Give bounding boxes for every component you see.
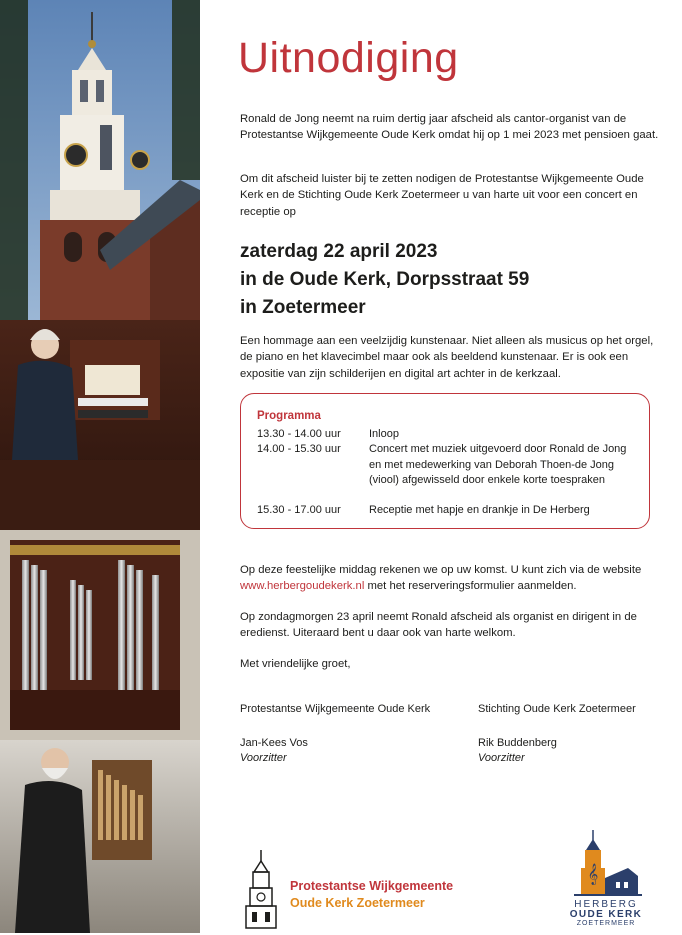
- programma-description: Receptie met hapje en drankje in De Herberg: [369, 504, 590, 516]
- logo-right-line3: ZOETERMEER: [576, 920, 636, 927]
- event-details: [240, 238, 529, 322]
- programma-time: 15.30 - 17.00 uur: [257, 504, 341, 516]
- closing-text-after: met het reserveringsformulier aanmelden.: [364, 580, 577, 593]
- event-location: in de Oude Kerk, Dorpsstraat 59: [240, 269, 530, 290]
- page-title: Uitnodiging: [238, 34, 459, 82]
- signature-name: Jan-Kees Vos: [240, 736, 308, 749]
- logo-left-text: [290, 878, 453, 912]
- programma-description: Concert met muziek uitgevoerd door Ronald de Jong en met medewerking van Deborah Thoen-de Jong (viool) afgewisseld door enkele korte toespraken: [369, 443, 627, 486]
- closing-text-before: Op deze feestelijke middag rekenen we op uw komst. U kunt zich via de website: [240, 564, 642, 576]
- hommage-paragraph: Een hommage aan een veelzijdig kunstenaar. Niet alleen als musicus op het orgel, de piano en het klavecimbel maar ook als beeldend kunstenaar. Er is ook een expositie van zijn schilderijen en digital art achter in de kerkzaal.: [240, 335, 654, 380]
- logo-right-text: [566, 900, 646, 929]
- event-city: in Zoetermeer: [240, 297, 366, 318]
- programma-time: 13.30 - 14.00 uur: [257, 428, 341, 440]
- logo-right-line2: OUDE KERK: [569, 908, 643, 920]
- closing-paragraph-2: Op zondagmorgen 23 april neemt Ronald afscheid als organist en dirigent in de eredienst. Uiteraard bent u daar ook van harte welkom.: [240, 611, 637, 640]
- signature-organization: Stichting Oude Kerk Zoetermeer: [478, 703, 636, 715]
- logo-right-line1: HERBERG: [574, 899, 638, 910]
- intro-paragraph-1: Ronald de Jong neemt na ruim dertig jaar afscheid als cantor-organist van de Protestantse Wijkgemeente Oude Kerk omdat hij op 1 mei 2023 met pensioen gaat.: [240, 113, 659, 142]
- signature-role: Voorzitter: [240, 752, 287, 764]
- signature-right: [478, 702, 636, 767]
- programma-time: 14.00 - 15.30 uur: [257, 443, 341, 455]
- church-tower-icon: [240, 848, 282, 930]
- signature-left: [240, 702, 430, 767]
- programma-description: Inloop: [369, 428, 399, 440]
- programma-box: [240, 393, 650, 529]
- herberg-tower-icon: [566, 828, 646, 898]
- greeting: Met vriendelijke groet,: [240, 658, 351, 670]
- signature-name: Rik Buddenberg: [478, 736, 557, 749]
- intro-paragraph-2: Om dit afscheid luister bij te zetten nodigen de Protestantse Wijkgemeente Oude Kerk en de Stichting Oude Kerk Zoetermeer u van harte uit voor een concert en receptie op: [240, 173, 644, 218]
- programma-title: Programma: [257, 410, 321, 422]
- logo-left-line2: Oude Kerk Zoetermeer: [290, 896, 425, 910]
- svg-text:𝄞: 𝄞: [587, 864, 599, 885]
- signature-organization: Protestantse Wijkgemeente Oude Kerk: [240, 703, 431, 715]
- logo-protestantse-wijkgemeente: [240, 848, 480, 930]
- logo-left-line1: Protestantse Wijkgemeente: [290, 879, 454, 893]
- logo-herberg-oude-kerk: [566, 828, 646, 932]
- closing-paragraph-1: [240, 562, 660, 595]
- signature-role: Voorzitter: [478, 752, 525, 764]
- event-date: zaterdag 22 april 2023: [240, 241, 438, 262]
- website-link[interactable]: www.herbergoudekerk.nl: [240, 580, 365, 593]
- photo-collage: [0, 0, 200, 933]
